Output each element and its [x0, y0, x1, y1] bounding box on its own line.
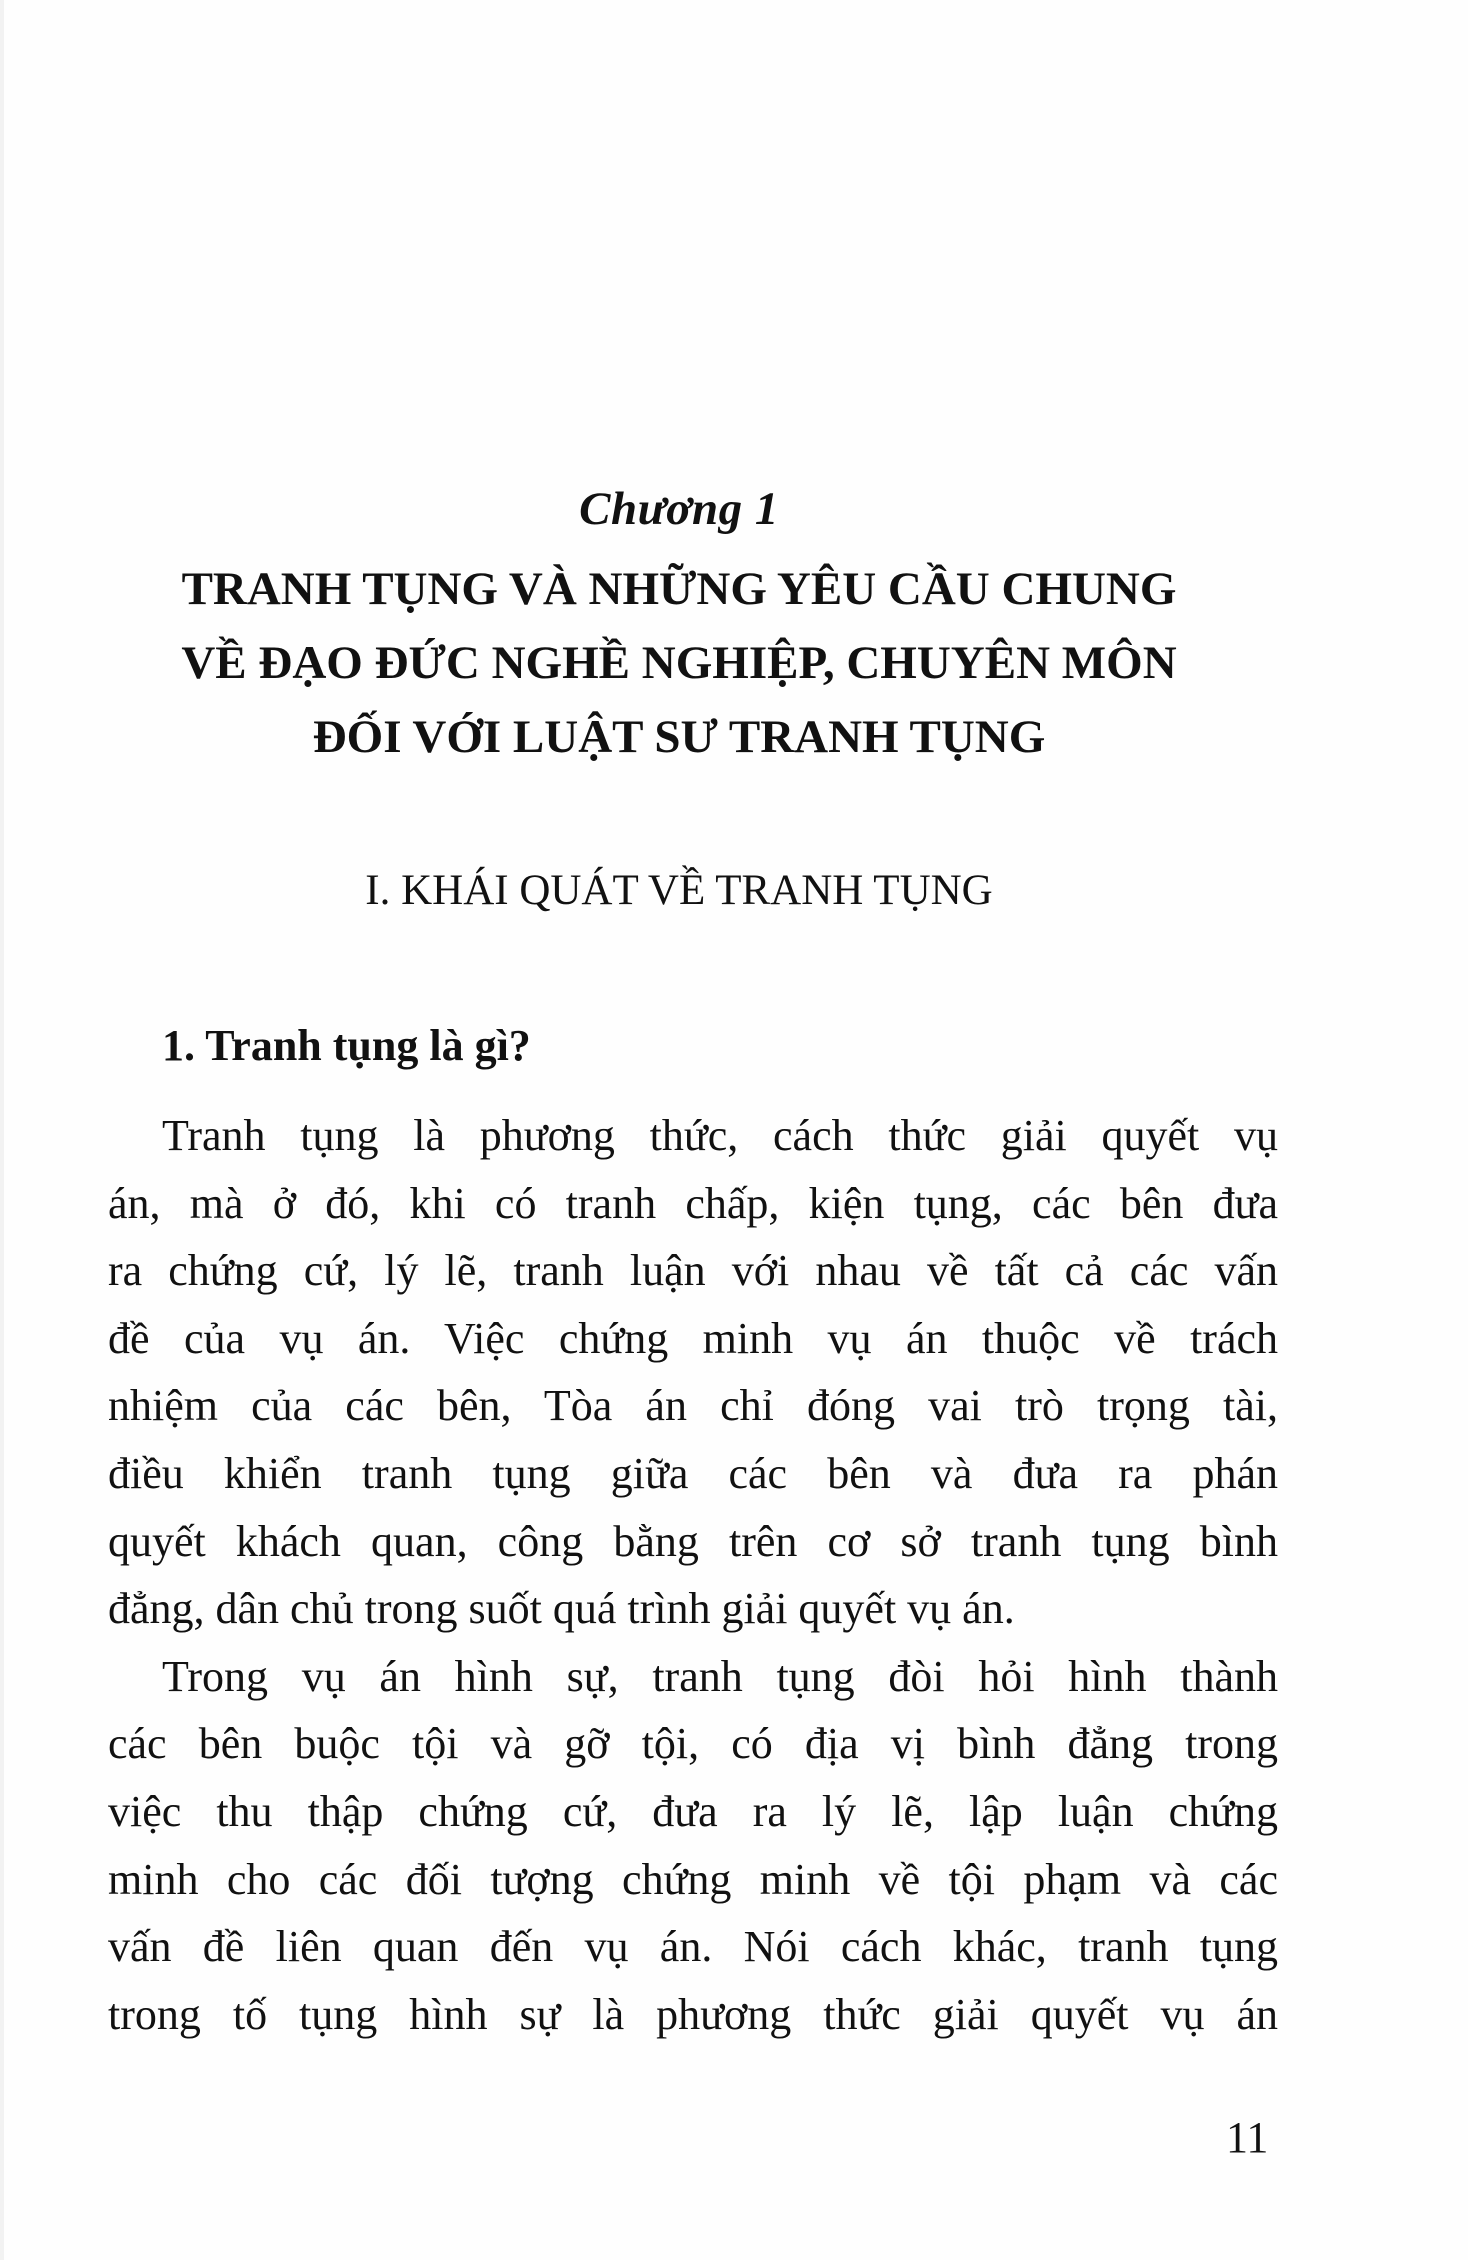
paragraph-line: Tranh tụng là phương thức, cách thức giải quyết vụ [162, 1111, 1278, 1160]
paragraph-line: vấn đề liên quan đến vụ án. Nói cách khác, tranh tụng [108, 1922, 1278, 1972]
body-text [108, 1102, 1278, 2048]
paragraph-line: minh cho các đối tượng chứng minh về tội phạm và các [108, 1854, 1278, 1904]
paragraph-line: điều khiển tranh tụng giữa các bên và đưa ra phán [108, 1448, 1278, 1498]
section-heading: I. KHÁI QUÁT VỀ TRANH TỤNG [365, 867, 993, 914]
paragraph-line: đề của vụ án. Việc chứng minh vụ án thuộc về trách [108, 1313, 1278, 1363]
paragraph-line: việc thu thập chứng cứ, đưa ra lý lẽ, lập luận chứng [108, 1786, 1278, 1836]
page-edge [0, 0, 4, 2260]
chapter-title-line: VỀ ĐẠO ĐỨC NGHỀ NGHIỆP, CHUYÊN MÔN [181, 637, 1177, 689]
chapter-label: Chương 1 [579, 483, 779, 535]
paragraph-line: ra chứng cứ, lý lẽ, tranh luận với nhau về tất cả các vấn [108, 1246, 1278, 1296]
paragraph-line: nhiệm của các bên, Tòa án chỉ đóng vai trò trọng tài, [108, 1381, 1278, 1431]
paragraph-line: quyết khách quan, công bằng trên cơ sở tranh tụng bình [108, 1516, 1278, 1566]
paragraph-line: án, mà ở đó, khi có tranh chấp, kiện tụng, các bên đưa [108, 1178, 1278, 1228]
paragraph-line: trong tố tụng hình sự là phương thức giải quyết vụ án [108, 1989, 1278, 2039]
chapter-title-line: ĐỐI VỚI LUẬT SƯ TRANH TỤNG [312, 711, 1046, 763]
page-number: 11 [1226, 2113, 1269, 2162]
chapter-title-line: TRANH TỤNG VÀ NHỮNG YÊU CẦU CHUNG [181, 563, 1177, 615]
paragraph-line: Trong vụ án hình sự, tranh tụng đòi hỏi hình thành [162, 1651, 1278, 1701]
paragraph-line: các bên buộc tội và gỡ tội, có địa vị bình đẳng trong [108, 1719, 1278, 1769]
subsection-heading: 1. Tranh tụng là gì? [162, 1021, 531, 1070]
chapter-title [100, 552, 1258, 774]
paragraph-line: đẳng, dân chủ trong suốt quá trình giải quyết vụ án. [108, 1584, 1015, 1634]
